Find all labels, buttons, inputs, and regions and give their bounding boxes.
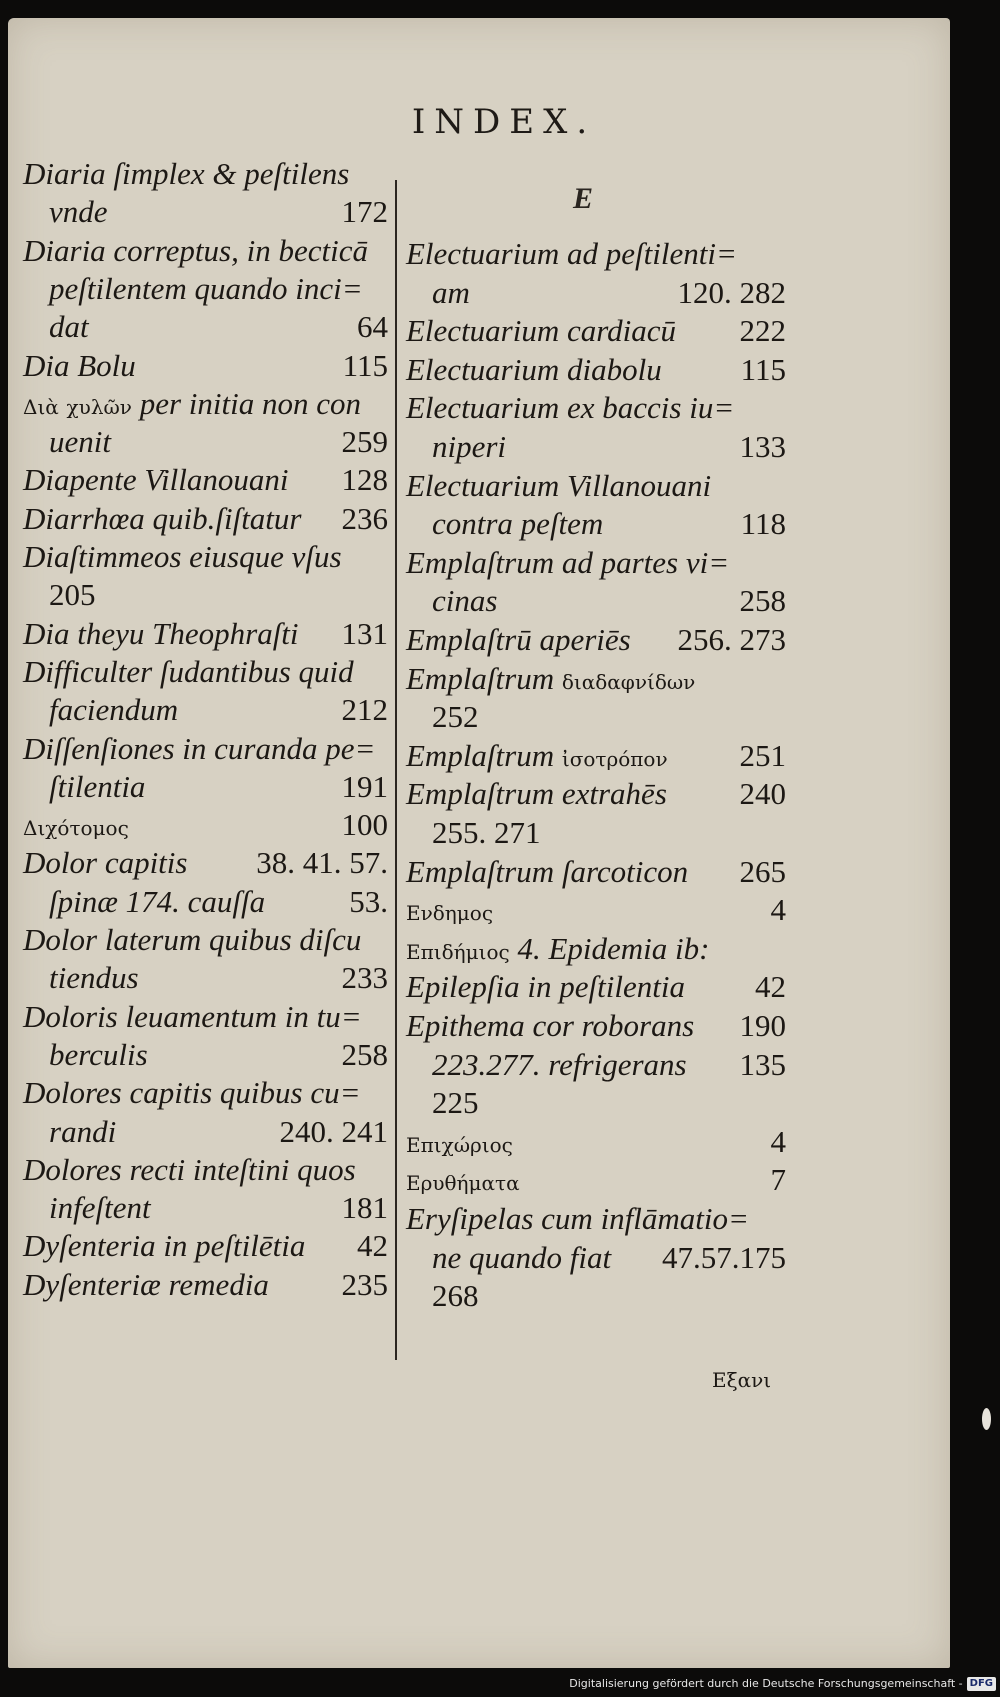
digitization-footer (569, 1674, 996, 1694)
index-entry-line (406, 427, 786, 467)
index-entry-line (23, 499, 388, 539)
entry-text: Ενδημος (406, 901, 494, 926)
catchword: Εξανι (712, 1368, 772, 1392)
entry-text: Emplaſtrū aperiēs (406, 622, 631, 657)
entry-text: Epilepſia in peſtilentia (406, 969, 685, 1005)
index-entry-line (23, 767, 388, 807)
entry-text: Electuarium diabolu (406, 351, 662, 387)
entry-page-number: 240. 241 (279, 1113, 388, 1149)
entry-text: 268 (432, 1278, 479, 1314)
index-entry-line (406, 774, 786, 814)
entry-text: Ερυθήματα (406, 1171, 520, 1196)
index-entry-line (23, 269, 388, 309)
entry-text: Emplaſtrum ἰσοτρόπον (406, 737, 668, 773)
column-divider (395, 180, 397, 1360)
index-entry-line (406, 273, 786, 313)
entry-text: Diaria ſimplex & peſtilens (23, 156, 350, 191)
section-letter: E (573, 182, 594, 215)
entry-page-number: 100 (341, 807, 388, 843)
entry-text: ſtilentia (49, 768, 146, 804)
entry-page-number: 42 (755, 969, 786, 1005)
index-entry-line (23, 537, 388, 577)
entry-text: Dolores capitis quibus cu= (23, 1075, 361, 1111)
entry-text: Epithema cor roborans (406, 1008, 695, 1043)
entry-page-number: 64 (357, 309, 388, 345)
index-entry-line (23, 231, 388, 271)
entry-text: 255. 271 (432, 815, 541, 850)
index-entry-line (23, 690, 388, 730)
index-entry-line (406, 659, 786, 699)
entry-page-number: 265 (739, 853, 786, 889)
entry-text: contra peſtem (432, 506, 604, 542)
entry-page-number: 212 (341, 692, 388, 728)
index-entry-line (406, 388, 786, 428)
entry-page-number: 222 (739, 313, 786, 349)
index-entry-line (406, 1160, 786, 1200)
entry-text: 223.277. refrigerans (432, 1046, 687, 1082)
index-entry-line (406, 350, 786, 390)
entry-page-number: 258 (341, 1036, 388, 1072)
entry-page-number: 256. 273 (677, 622, 786, 657)
entry-text: Electuarium ad peſtilenti= (406, 236, 737, 271)
entry-text: randi (49, 1113, 117, 1149)
entry-page-number: 47.57.175 (662, 1239, 786, 1275)
index-entry-line (406, 1122, 786, 1162)
index-entry-line (23, 154, 388, 194)
index-entry-line (406, 581, 786, 621)
entry-text: faciendum (49, 692, 179, 728)
index-entry-line (406, 1238, 786, 1278)
index-entry-line (406, 543, 786, 583)
entry-text: 252 (432, 699, 479, 735)
entry-text: am (432, 274, 470, 310)
entry-text: Emplaſtrum extrahēs (406, 776, 667, 812)
entry-page-number: 118 (740, 506, 786, 542)
index-entry-line (406, 504, 786, 544)
index-entry-line (23, 843, 388, 883)
entry-page-number: 172 (341, 194, 388, 230)
entry-text: Diapente Villanouani (23, 462, 289, 498)
entry-text: Diarrhœa quib.ſiſtatur (23, 500, 302, 536)
page-header: INDEX. (411, 102, 597, 142)
index-entry-line (406, 1199, 786, 1239)
entry-page-number: 42 (357, 1228, 388, 1264)
entry-page-number: 133 (739, 429, 786, 464)
index-entry-line (23, 422, 388, 462)
index-entry-line (406, 736, 786, 776)
entry-text: Dolor capitis (23, 845, 188, 881)
index-entry-line (23, 920, 388, 960)
entry-page-number: 38. 41. 57. (256, 845, 388, 881)
index-entry-line (406, 311, 786, 351)
index-entry-line (406, 852, 786, 892)
entry-text: Dyſenteria in peſtilētia (23, 1228, 306, 1264)
page-edge-mark (982, 1408, 991, 1430)
entry-page-number: 233 (341, 960, 388, 996)
index-entry-line (23, 1188, 388, 1228)
index-entry-line (406, 620, 786, 660)
entry-text: berculis (49, 1036, 148, 1072)
index-entry-line (23, 997, 388, 1037)
book-page (8, 18, 950, 1668)
index-entry-line (406, 1083, 786, 1123)
entry-page-number: 251 (739, 737, 786, 773)
index-entry-line (406, 813, 786, 853)
entry-text: Dolores recti inteſtini quos (23, 1151, 356, 1187)
entry-page-number: 53. (349, 883, 388, 919)
entry-text: Diaria correptus, in becticā (23, 232, 368, 268)
entry-text: Emplaſtrum ad partes vi= (406, 544, 730, 580)
index-entry-line (406, 234, 786, 274)
entry-text: Diſſenſiones in curanda pe= (23, 730, 376, 766)
entry-page-number: 4 (770, 892, 786, 928)
index-entry-line (406, 1006, 786, 1046)
index-entry-line (406, 1045, 786, 1085)
entry-page-number: 181 (341, 1190, 388, 1226)
index-entry-line (406, 929, 786, 969)
index-entry-line (23, 1035, 388, 1075)
entry-text: Electuarium cardiacū (406, 313, 677, 349)
entry-text: Διχότομος (23, 816, 129, 841)
entry-text: dat (49, 309, 89, 345)
index-entry-line (23, 1150, 388, 1190)
entry-page-number: 115 (342, 347, 388, 383)
entry-text: Επιχώριος (406, 1132, 513, 1157)
entry-page-number: 235 (341, 1266, 388, 1302)
entry-text: infeſtent (49, 1190, 151, 1226)
index-entry-line (23, 192, 388, 232)
index-entry-line (406, 697, 786, 737)
index-entry-line (23, 460, 388, 500)
index-entry-line (23, 1226, 388, 1266)
entry-text: Difficulter ſudantibus quid (23, 653, 354, 689)
entry-text: tiendus (49, 960, 139, 996)
footer-text: Digitalisierung gefördert durch die Deutsche Forschungsgemeinschaft - (569, 1677, 963, 1690)
entry-text: Eryſipelas cum inflāmatio= (406, 1201, 749, 1236)
index-entry-line (23, 384, 388, 424)
entry-text: Electuarium Villanouani (406, 467, 712, 503)
entry-text: Διὰ χυλῶν per initia non con (23, 385, 362, 421)
entry-text: cinas (432, 583, 498, 619)
index-entry-line (23, 614, 388, 654)
entry-text: Dia theyu Theophraſti (23, 615, 299, 651)
entry-text: Doloris leuamentum in tu= (23, 998, 362, 1034)
entry-page-number: 240 (739, 776, 786, 812)
index-entry-line (23, 346, 388, 386)
index-entry-line (23, 575, 388, 615)
index-entry-line (23, 1073, 388, 1113)
entry-page-number: 135 (739, 1046, 786, 1082)
entry-text: uenit (49, 424, 111, 460)
index-entry-line (23, 307, 388, 347)
entry-text: Emplaſtrum διαδαφνίδων (406, 660, 696, 696)
entry-text: Electuarium ex baccis iu= (406, 390, 735, 426)
entry-page-number: 115 (740, 351, 786, 387)
entry-page-number: 191 (341, 768, 388, 804)
entry-text: 225 (432, 1085, 479, 1121)
index-entry-line (23, 805, 388, 845)
entry-page-number: 131 (341, 615, 388, 651)
entry-page-number: 258 (739, 583, 786, 619)
entry-text: Diaſtimmeos eiusque vſus (23, 539, 342, 574)
index-entry-line (23, 1265, 388, 1305)
entry-text: Dolor laterum quibus diſcu (23, 922, 362, 957)
index-entry-line (406, 466, 786, 506)
entry-text: Dyſenteriæ remedia (23, 1266, 269, 1302)
index-entry-line (23, 958, 388, 998)
dfg-logo: DFG (967, 1677, 996, 1691)
entry-text: peſtilentem quando inci= (49, 270, 363, 306)
entry-page-number: 7 (770, 1162, 786, 1198)
entry-text: Emplaſtrum ſarcoticon (406, 853, 689, 889)
entry-page-number: 259 (341, 424, 388, 460)
entry-page-number: 190 (739, 1008, 786, 1043)
entry-text: Dia Bolu (23, 347, 136, 383)
entry-page-number: 236 (341, 500, 388, 536)
entry-text: ne quando fiat (432, 1239, 612, 1275)
index-entry-line (406, 967, 786, 1007)
entry-page-number: 4 (770, 1123, 786, 1159)
index-entry-line (23, 729, 388, 769)
index-entry-line (23, 1112, 388, 1152)
index-entry-line (23, 882, 388, 922)
entry-page-number: 128 (341, 462, 388, 498)
entry-text: niperi (432, 429, 507, 464)
entry-page-number: 120. 282 (677, 274, 786, 310)
index-entry-line (406, 1276, 786, 1316)
entry-text: 205 (49, 577, 96, 613)
entry-text: ſpinæ 174. cauſſa (49, 883, 266, 919)
entry-text: Επιδήμιος 4. Epidemia ib: (406, 930, 710, 966)
index-entry-line (23, 652, 388, 692)
index-entry-line (406, 890, 786, 930)
entry-text: vnde (49, 194, 108, 230)
